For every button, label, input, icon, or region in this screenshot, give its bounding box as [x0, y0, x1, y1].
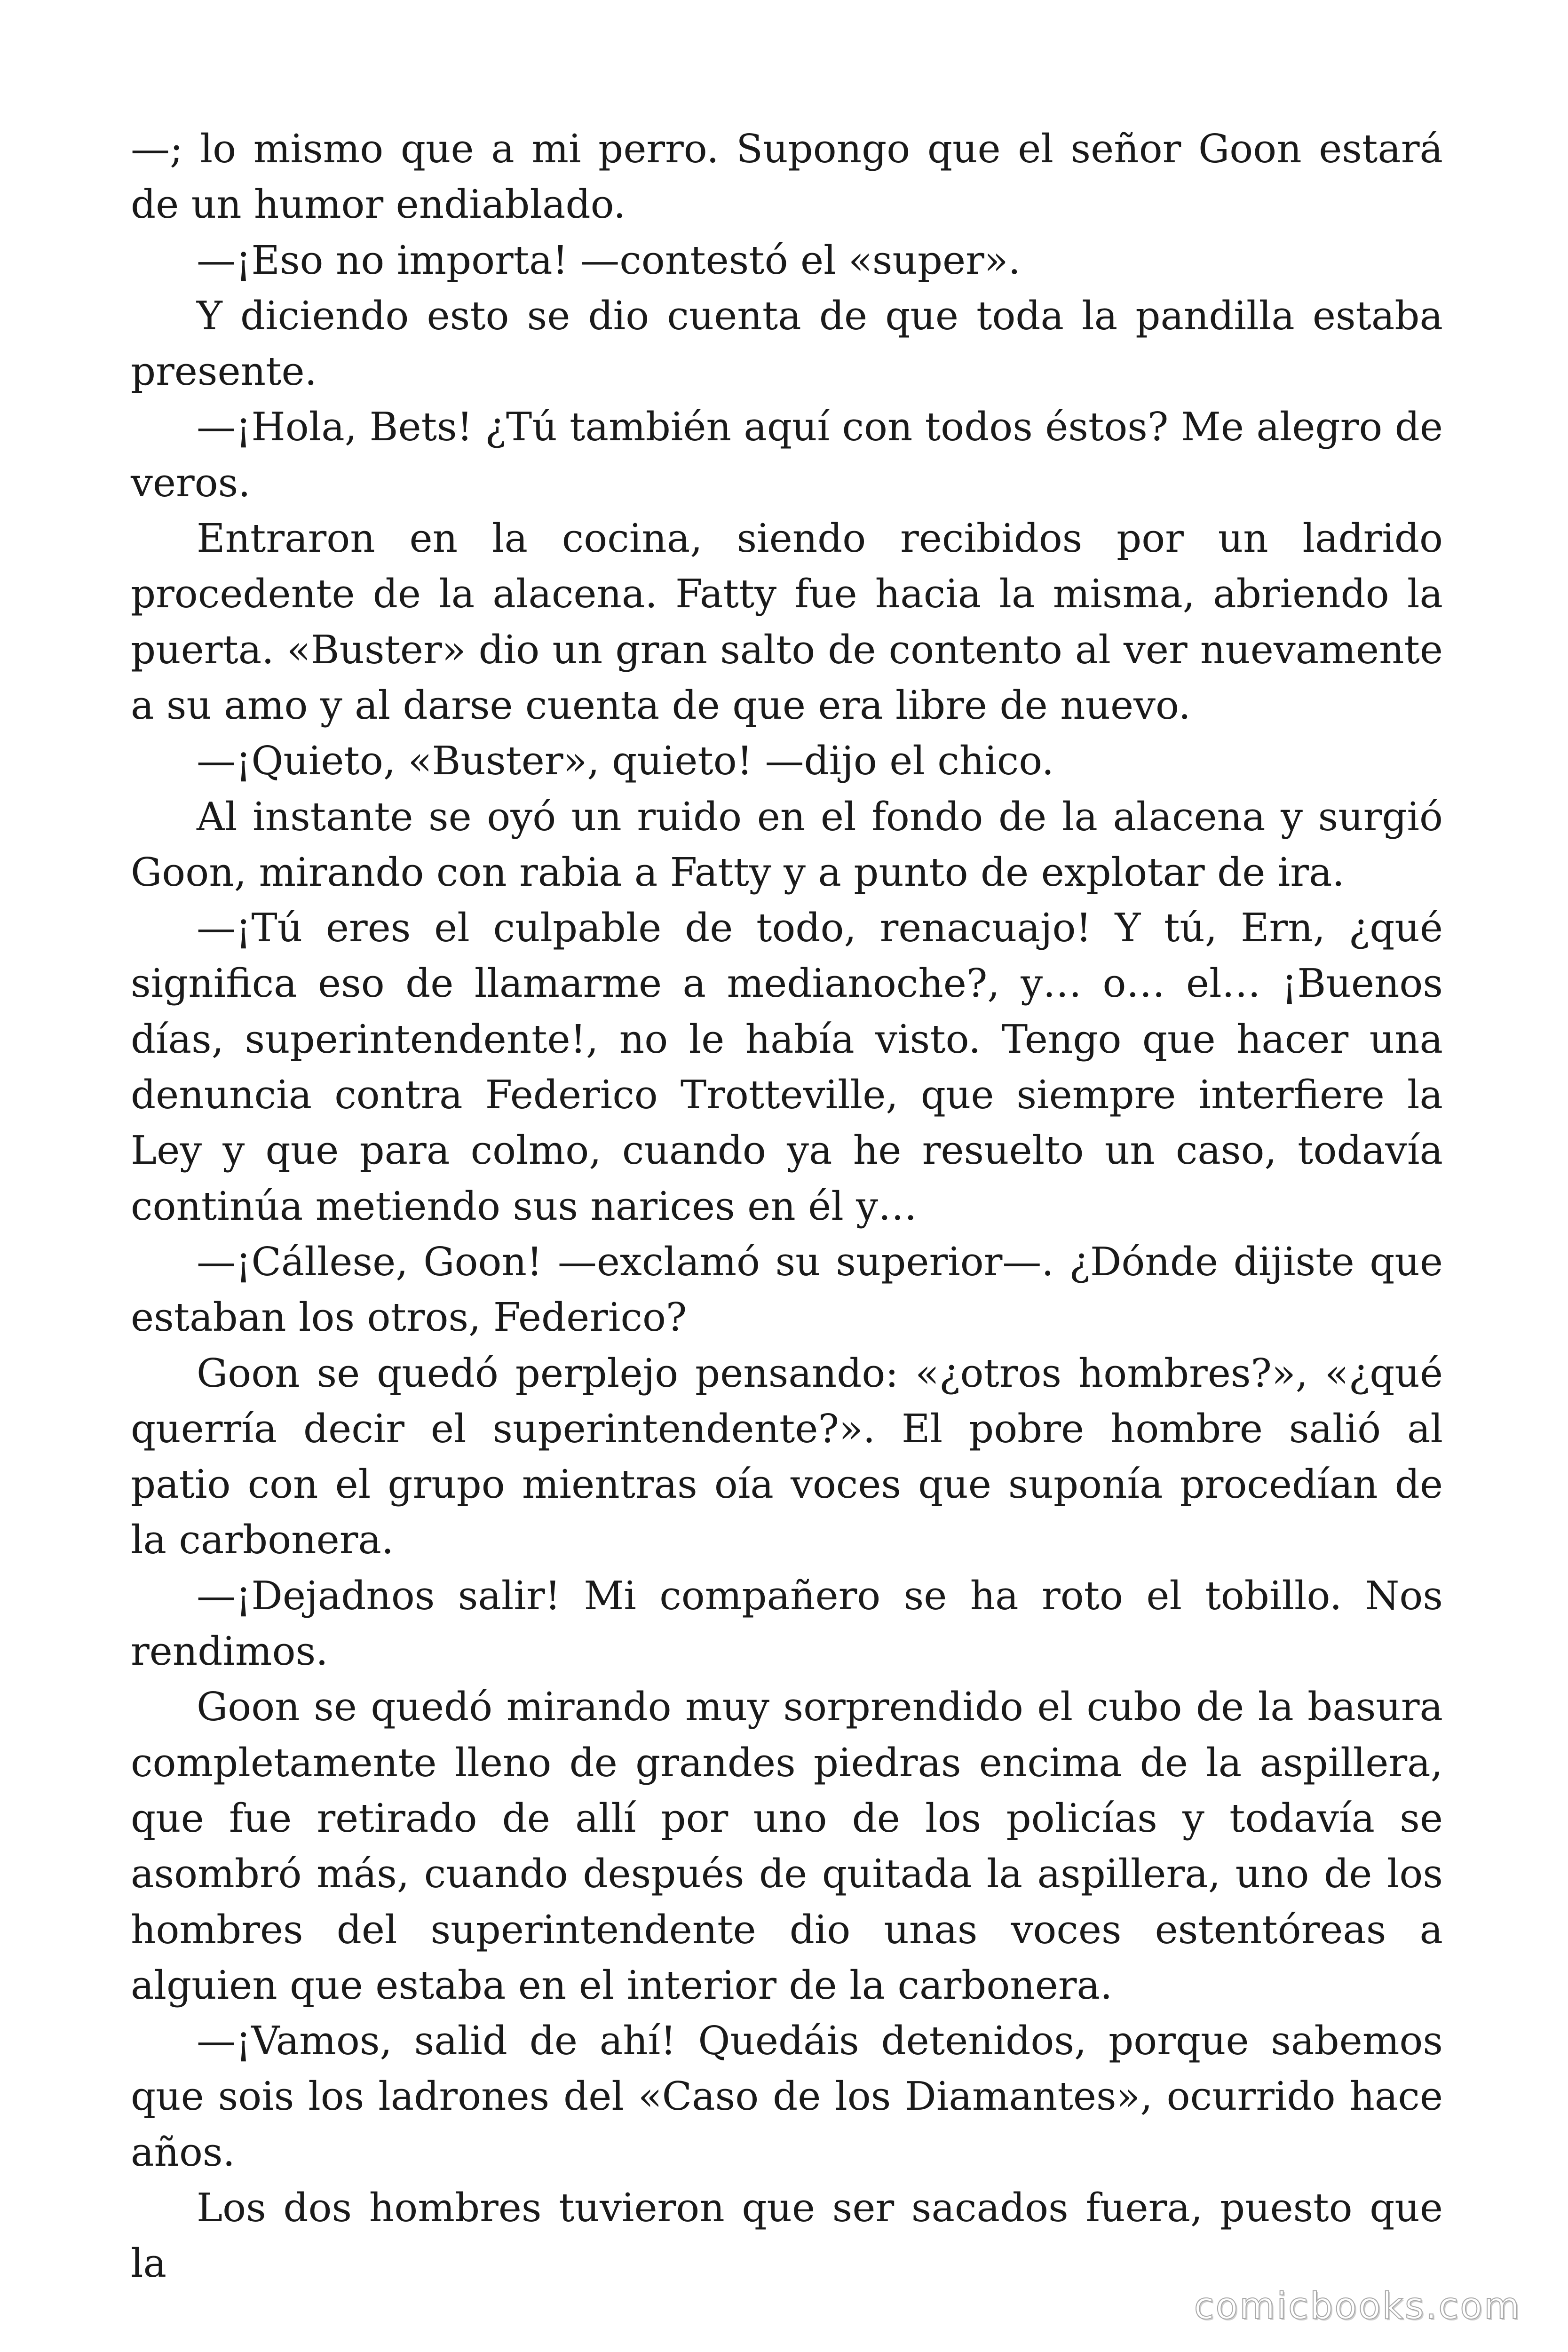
paragraph: Goon se quedó mirando muy sorprendido el cubo de la basura completamente lleno de grandes piedras encima de la aspillera, que fue retirado de allí por uno de los policías y todavía se asombró más, cuando después de quitada la aspillera, uno de los hombres del superintendente dio unas voces estentóreas a alguien que estaba en el interior de la carbonera. [131, 1684, 1443, 2008]
watermark: comicbooks.com [1194, 2285, 1521, 2328]
page-body [131, 121, 1443, 2292]
paragraph: —¡Vamos, salid de ahí! Quedáis detenidos, porque sabemos que sois los ladrones del «Caso de los Diamantes», ocurrido hace años. [131, 2018, 1443, 2175]
paragraph: Y diciendo esto se dio cuenta de que toda la pandilla estaba presente. [131, 293, 1443, 395]
paragraph: —¡Dejadnos salir! Mi compañero se ha roto el tobillo. Nos rendimos. [131, 1573, 1443, 1675]
paragraph: —¡Eso no importa! —contestó el «super». [197, 237, 1021, 283]
paragraph: Al instante se oyó un ruido en el fondo de la alacena y surgió Goon, mirando con rabia a Fatty y a punto de explotar de ira. [131, 794, 1443, 895]
paragraph: Goon se quedó perplejo pensando: «¿otros hombres?», «¿qué querría decir el superintendente?». El pobre hombre salió al patio con el grupo mientras oía voces que suponía procedían de la carbonera. [131, 1350, 1443, 1563]
paragraph: —¡Tú eres el culpable de todo, renacuajo! Y tú, Ern, ¿qué significa eso de llamarme a medianoche?, y… o… el… ¡Buenos días, superintendente!, no le había visto. Tengo que hacer una denuncia contra Federico Trotteville, que siempre interfiere la Ley y que para colmo, cuando ya he resuelto un caso, todavía continúa metiendo sus narices en él y… [131, 905, 1443, 1229]
paragraph: Los dos hombres tuvieron que ser sacados fuera, puesto que la [131, 2185, 1443, 2287]
paragraph: —¡Hola, Bets! ¿Tú también aquí con todos éstos? Me alegro de veros. [131, 404, 1443, 506]
paragraph: —; lo mismo que a mi perro. Supongo que el señor Goon estará de un humor endiablado. [131, 126, 1443, 228]
paragraph: Entraron en la cocina, siendo recibidos por un ladrido procedente de la alacena. Fatty fue hacia la misma, abriendo la puerta. «Buster» dio un gran salto de contento al ver nuevamente a su amo y al darse cuenta de que era libre de nuevo. [131, 516, 1443, 728]
paragraph: —¡Quieto, «Buster», quieto! —dijo el chico. [197, 738, 1054, 784]
paragraph: —¡Cállese, Goon! —exclamó su superior—. ¿Dónde dijiste que estaban los otros, Federico? [131, 1239, 1443, 1341]
